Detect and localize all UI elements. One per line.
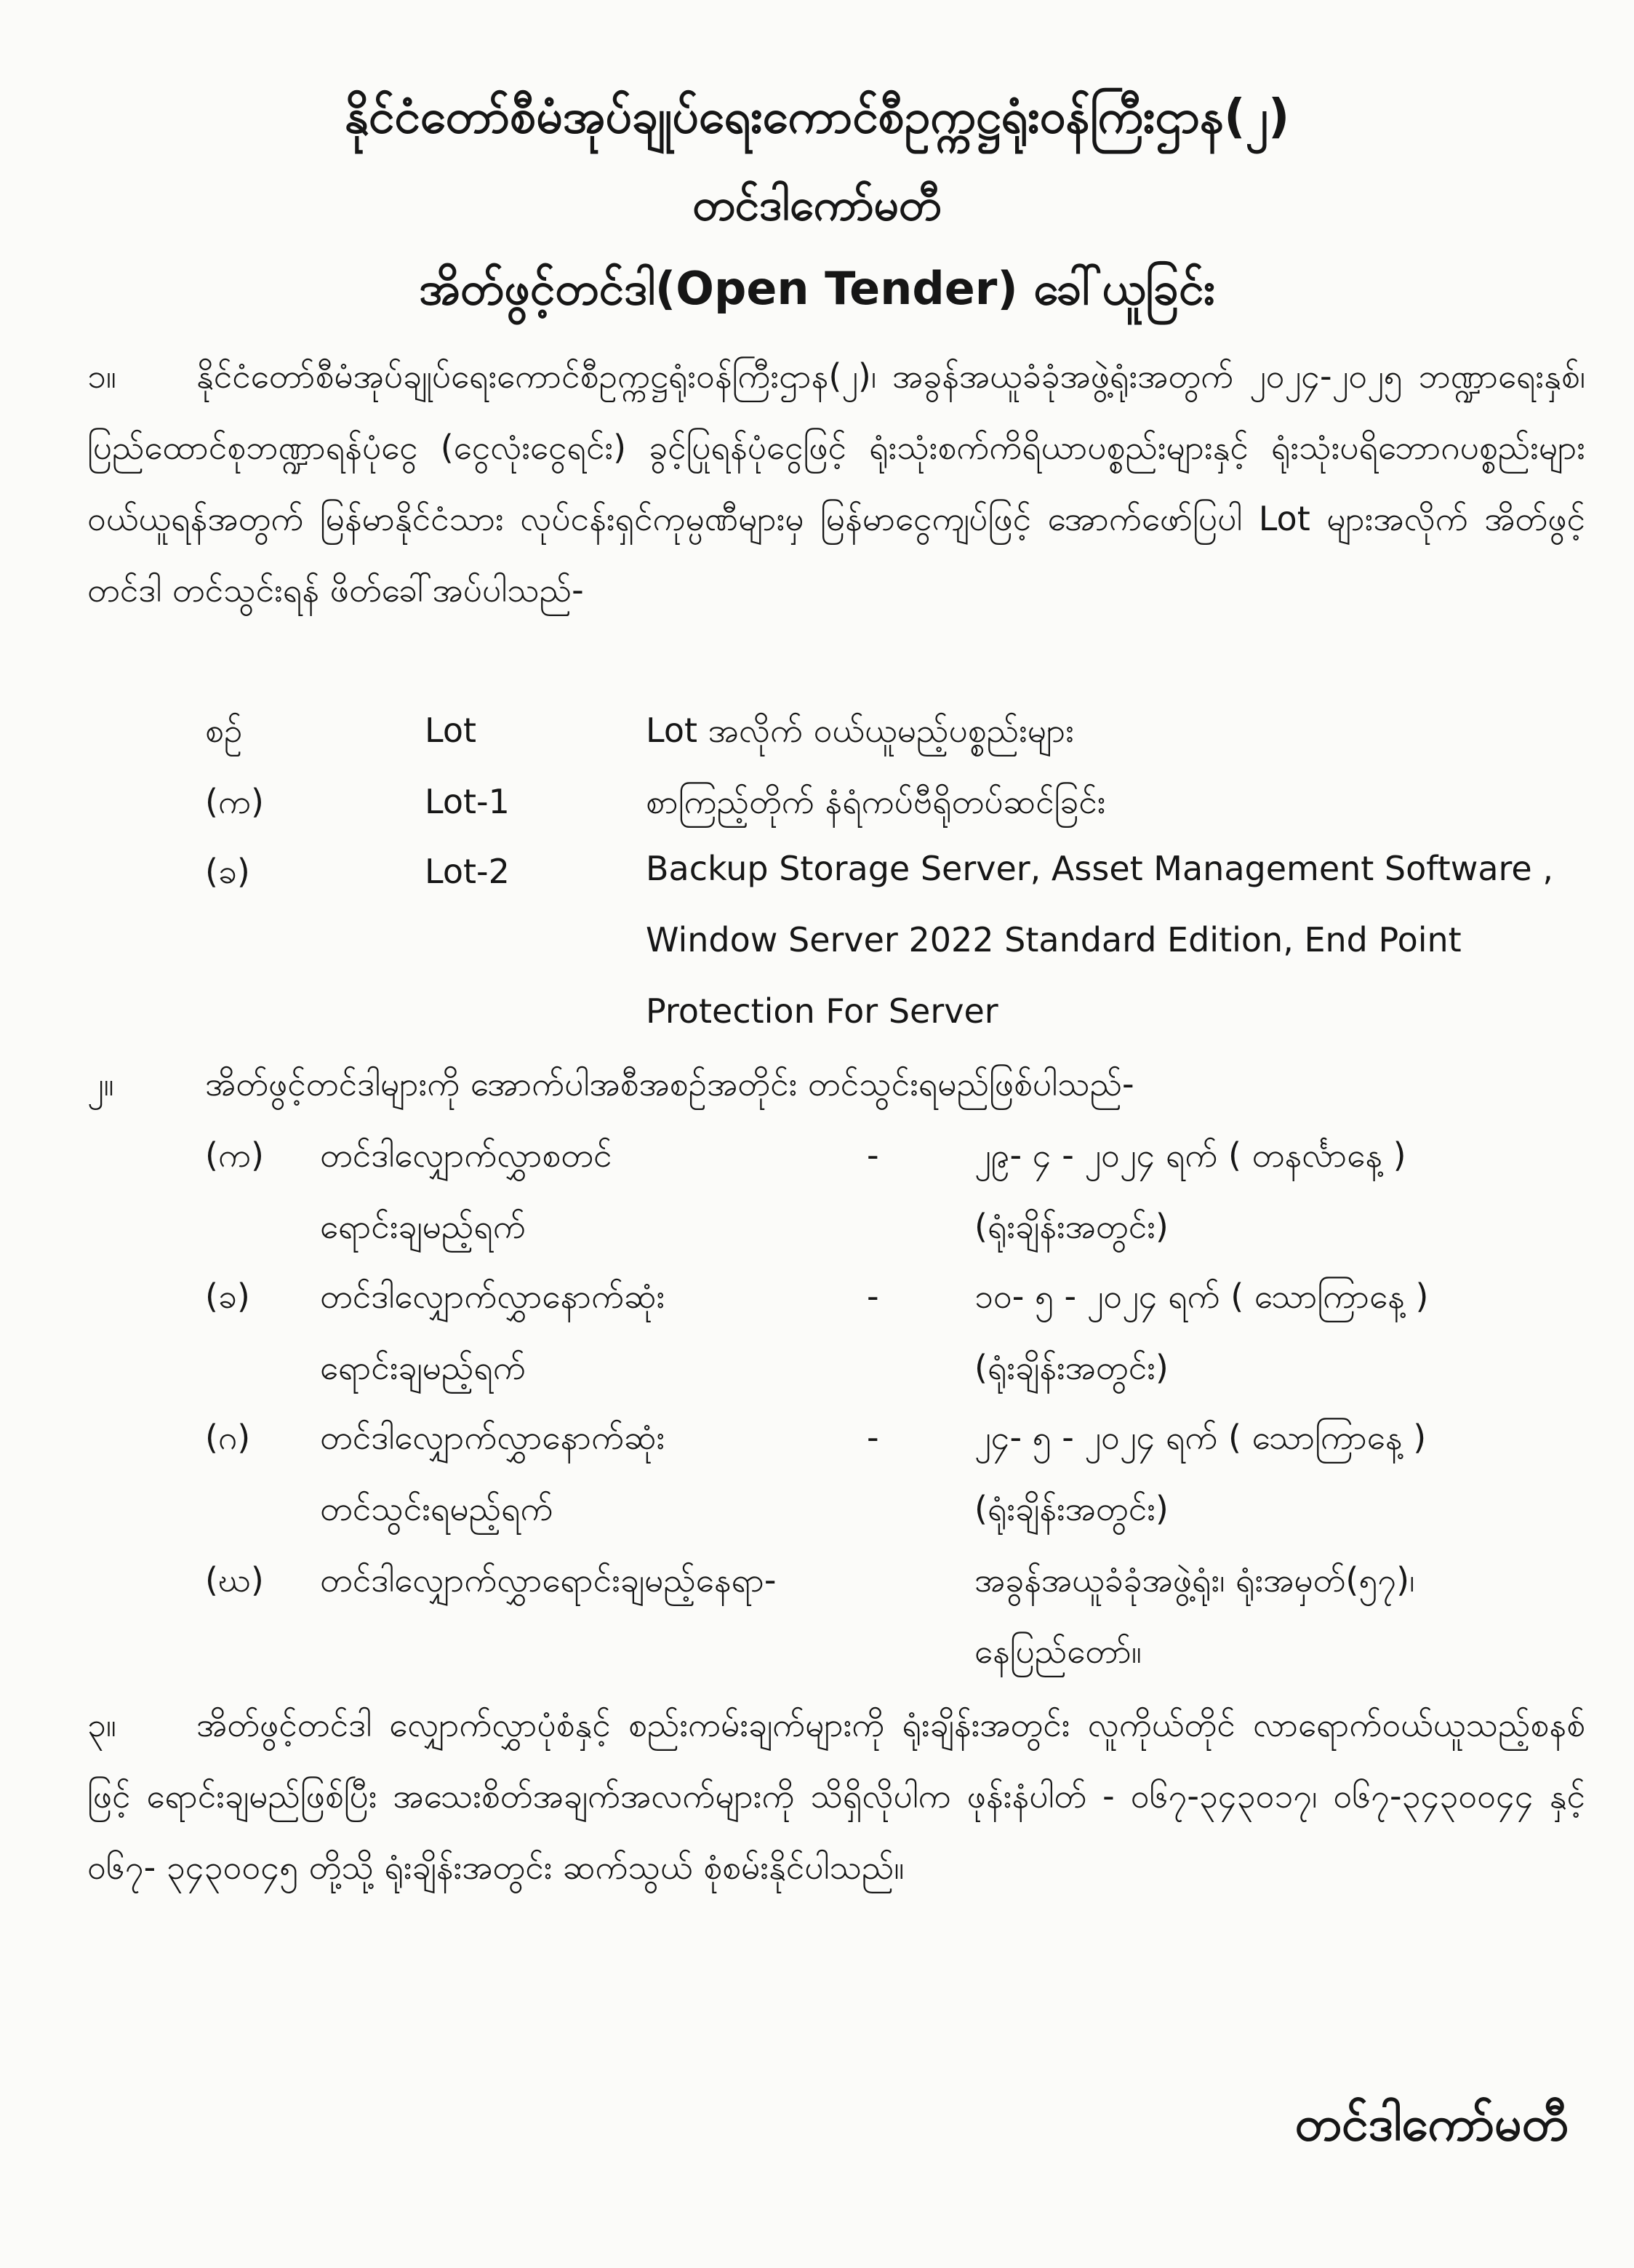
signature-committee: တင်ဒါကော်မတီ bbox=[1294, 2096, 1569, 2152]
lot-1-seq: (က) bbox=[205, 782, 264, 821]
open-tender-title: အိတ်ဖွင့်တင်ဒါ(Open Tender) ခေါ်ယူခြင်း bbox=[419, 262, 1215, 315]
section-3-number: ၃။ bbox=[87, 1705, 116, 1744]
lot-1-label: Lot-1 bbox=[425, 782, 510, 821]
schedule-row-2-label2: ရောင်းချမည့်ရက် bbox=[320, 1348, 526, 1387]
schedule-row-3-label1: တင်ဒါလျှောက်လွှာနောက်ဆုံး bbox=[320, 1418, 665, 1457]
lots-header-items: Lot အလိုက် ဝယ်ယူမည့်ပစ္စည်းများ bbox=[646, 711, 1074, 750]
section-1-text: နိုင်ငံတော်စီမံအုပ်ချုပ်ရေးကောင်စီဥက္ကဋ္ဌရုံးဝန်ကြီးဌာန(၂)၊ အခွန်အယူခံခုံအဖွဲ့ရုံးအတွက် ၂၀၂၄-၂၀၂၅ ဘဏ္ဍာရေးနှစ်၊ ပြည်ထောင်စုဘဏ္ဍာရန်ပုံငွေ (ငွေလုံးငွေရင်း) ခွင့်ပြုရန်ပုံငွေဖြင့် ရုံးသုံးစက်ကိရိယာပစ္စည်းများနှင့် ရုံးသုံးပရိဘောဂပစ္စည်းများ ဝယ်ယူရန်အတွက် မြန်မာနိုင်ငံသား လုပ်ငန်းရှင်ကုမ္ပဏီများမှ မြန်မာငွေကျပ်ဖြင့် အောက်ဖော်ပြပါ Lot များအလိုက် အိတ်ဖွင့်တင်ဒါ တင်သွင်းရန် ဖိတ်ခေါ်အပ်ပါသည်- bbox=[87, 356, 1585, 610]
schedule-row-3-date: ၂၄- ၅ - ၂၀၂၄ ရက် ( သောကြာနေ့ ) bbox=[974, 1418, 1427, 1457]
schedule-row-1-dash: - bbox=[867, 1135, 879, 1175]
schedule-row-3-seq: (ဂ) bbox=[205, 1418, 251, 1457]
lots-header-lot: Lot bbox=[425, 711, 476, 750]
schedule-row-2-dash: - bbox=[867, 1277, 879, 1316]
schedule-row-1-label1: တင်ဒါလျှောက်လွှာစတင် bbox=[320, 1135, 612, 1175]
section-3-paragraph bbox=[87, 1689, 1585, 1903]
section-3-text: အိတ်ဖွင့်တင်ဒါ လျှောက်လွှာပုံစံနှင့် စည်းကမ်းချက်များကို ရုံးချိန်းအတွင်း လူကိုယ်တိုင် လာရောက်ဝယ်ယူသည့်စနစ်ဖြင့် ရောင်းချမည်ဖြစ်ပြီး အသေးစိတ်အချက်အလက်များကို သိရှိလိုပါက ဖုန်းနံပါတ် - ၀၆၇-၃၄၃၀၁၇၊ ၀၆၇-၃၄၃၀၀၄၄ နှင့် ၀၆၇- ၃၄၃၀၀၄၅ တို့သို့ ရုံးချိန်းအတွင်း ဆက်သွယ် စုံစမ်းနိုင်ပါသည်။ bbox=[87, 1705, 1585, 1887]
schedule-row-2-seq: (ခ) bbox=[205, 1277, 250, 1316]
section-1-paragraph bbox=[87, 340, 1585, 626]
section-2-number: ၂။ bbox=[87, 1064, 114, 1103]
lots-header-seq: စဉ် bbox=[205, 711, 243, 750]
lot-2-label: Lot-2 bbox=[425, 852, 510, 891]
section-1-number: ၁။ bbox=[87, 356, 116, 396]
schedule-row-1-seq: (က) bbox=[205, 1135, 264, 1175]
lot-2-items-line2: Window Server 2022 Standard Edition, End Point bbox=[646, 920, 1462, 959]
schedule-row-3-dash: - bbox=[867, 1418, 879, 1457]
schedule-row-4-seq: (ဃ) bbox=[205, 1560, 264, 1600]
schedule-row-2-label1: တင်ဒါလျှောက်လွှာနောက်ဆုံး bbox=[320, 1277, 665, 1316]
schedule-row-3-label2: တင်သွင်းရမည့်ရက် bbox=[320, 1489, 553, 1528]
section-2-intro: အိတ်ဖွင့်တင်ဒါများကို အောက်ပါအစီအစဉ်အတိုင်း တင်သွင်းရမည်ဖြစ်ပါသည်- bbox=[205, 1064, 1134, 1103]
schedule-row-2-date: ၁၀- ၅ - ၂၀၂၄ ရက် ( သောကြာနေ့ ) bbox=[974, 1277, 1429, 1316]
lot-1-items: စာကြည့်တိုက် နံရံကပ်ဗီရိုတပ်ဆင်ခြင်း bbox=[646, 782, 1106, 821]
schedule-row-4-city: နေပြည်တော်။ bbox=[974, 1632, 1142, 1671]
ministry-title: နိုင်ငံတော်စီမံအုပ်ချုပ်ရေးကောင်စီဥက္ကဋ္ဌရုံးဝန်ကြီးဌာန(၂) bbox=[344, 90, 1290, 144]
lot-2-items-line1: Backup Storage Server, Asset Management Software , bbox=[646, 849, 1553, 888]
schedule-row-4-label: တင်ဒါလျှောက်လွှာရောင်းချမည့်နေရာ- bbox=[320, 1560, 777, 1600]
schedule-row-1-date: ၂၉- ၄ - ၂၀၂၄ ရက် ( တနင်္လာနေ့ ) bbox=[974, 1135, 1406, 1175]
lot-2-seq: (ခ) bbox=[205, 852, 250, 891]
committee-title: တင်ဒါကော်မတီ bbox=[692, 180, 942, 231]
schedule-row-3-hours: (ရုံးချိန်းအတွင်း) bbox=[974, 1489, 1169, 1528]
schedule-row-1-label2: ရောင်းချမည့်ရက် bbox=[320, 1207, 526, 1246]
schedule-row-2-hours: (ရုံးချိန်းအတွင်း) bbox=[974, 1348, 1169, 1387]
lot-2-items-line3: Protection For Server bbox=[646, 991, 998, 1031]
schedule-row-1-hours: (ရုံးချိန်းအတွင်း) bbox=[974, 1207, 1169, 1246]
schedule-row-4-place: အခွန်အယူခံခုံအဖွဲ့ရုံး၊ ရုံးအမှတ်(၅၇)၊ bbox=[974, 1560, 1415, 1600]
